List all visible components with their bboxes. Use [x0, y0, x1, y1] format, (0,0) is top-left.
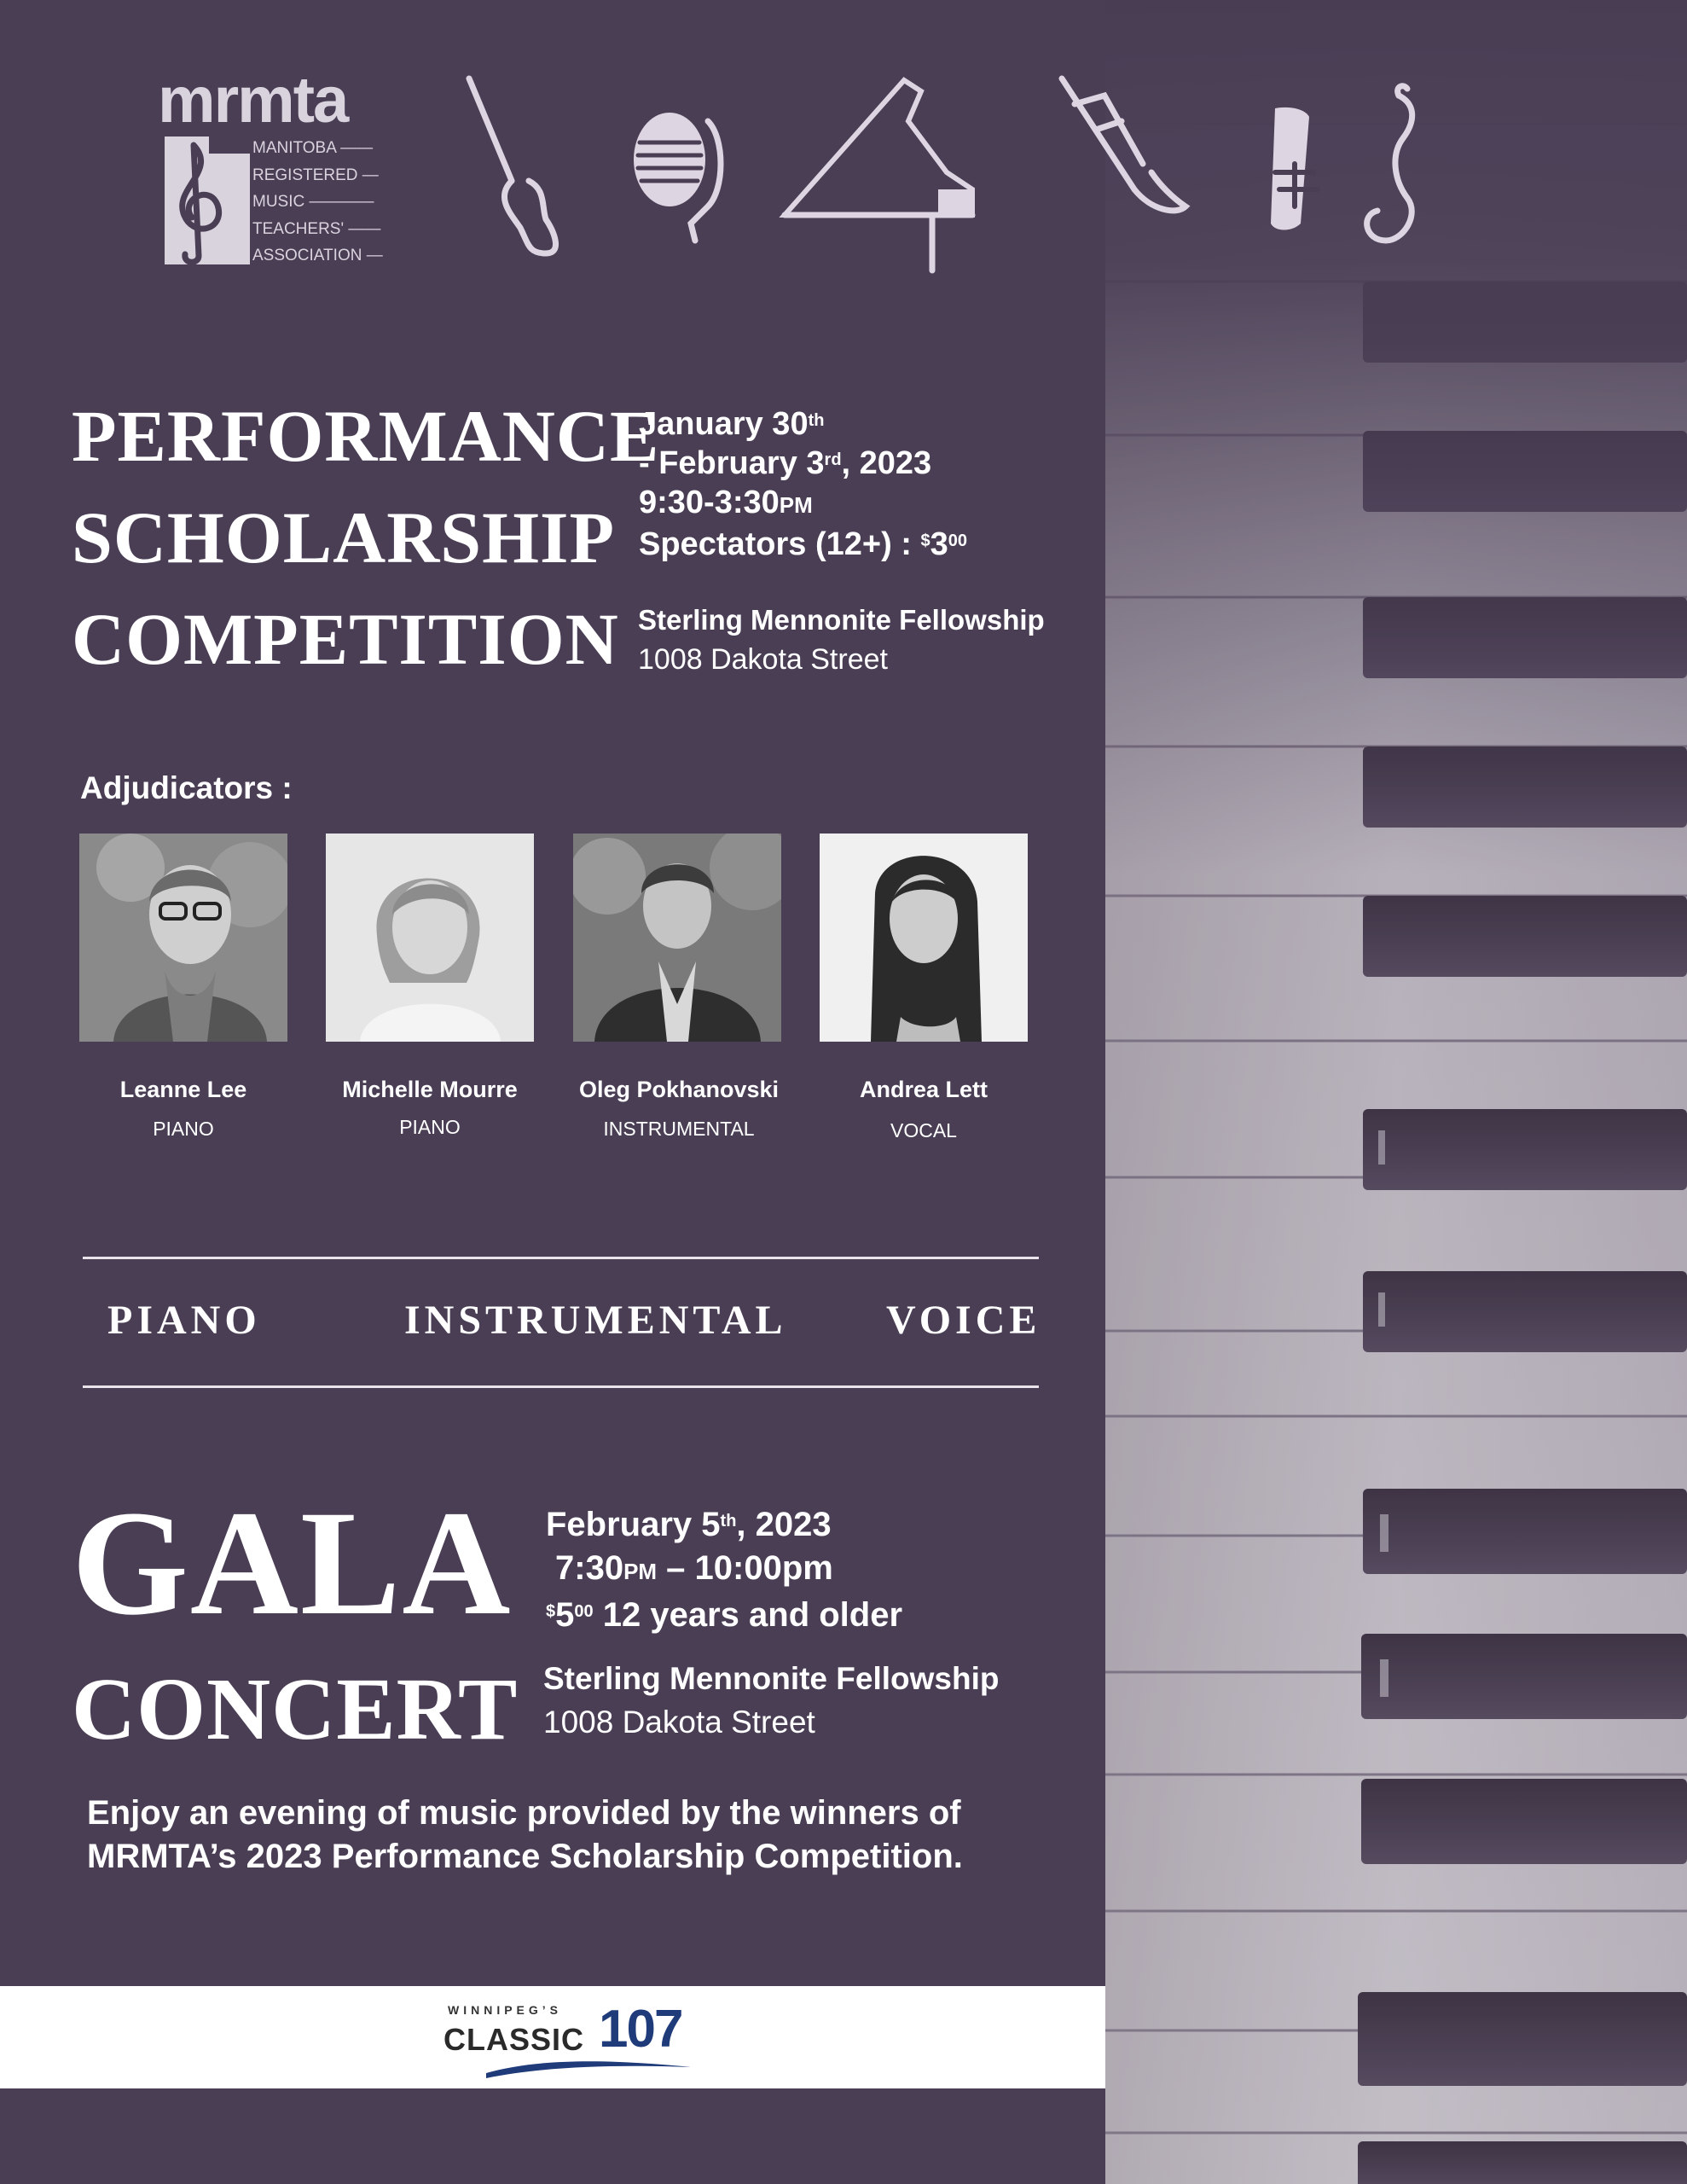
adjudicator-name: Michelle Mourre [342, 1077, 518, 1102]
competition-date-start: January 30th [639, 406, 825, 442]
instrument-icons-row [461, 70, 1484, 288]
adjudicator-name: Andrea Lett [859, 1077, 988, 1102]
grand-piano-icon [785, 80, 972, 270]
gala-details [546, 1503, 902, 1637]
adjudicator-name: Oleg Pokhanovski [578, 1077, 780, 1102]
clarinet-mouthpiece-icon [1271, 107, 1318, 230]
divider-top [83, 1257, 1039, 1259]
adjudicator-role: PIANO [153, 1118, 214, 1140]
gala-date: February 5th, 2023 [546, 1506, 832, 1543]
competition-date-end: - February 3rd, 2023 [639, 445, 932, 481]
adjudicators-label: Adjudicators : [80, 770, 293, 805]
competition-spectator-price: Spectators (12+) : $^{\$}3^{00}$ [639, 526, 968, 562]
adjudicator-photo-michelle-mourre [326, 834, 534, 1042]
competition-title-line-2: SCHOLARSHIP [72, 497, 616, 578]
category-instrumental: INSTRUMENTAL [404, 1298, 787, 1343]
competition-title-line-3: COMPETITION [72, 598, 619, 680]
logo-line: MANITOBA [252, 139, 336, 157]
trumpet-icon [1062, 78, 1186, 211]
gala-venue-address: 1008 Dakota Street [543, 1705, 815, 1740]
gala-title: GALA [72, 1480, 513, 1647]
gala-venue-name: Sterling Mennonite Fellowship [543, 1661, 1000, 1696]
adjudicator-role: PIANO [399, 1116, 461, 1138]
wave-swoosh-icon [486, 2054, 691, 2080]
microphone-icon [634, 113, 721, 241]
competition-venue-address: 1008 Dakota Street [638, 643, 888, 676]
gala-description [87, 1792, 963, 1879]
adjudicator-role: VOCAL [890, 1119, 957, 1141]
adjudicator-photo-oleg-pokhanovski [573, 834, 781, 1042]
competition-time: 9:30-3:30PM [639, 485, 813, 520]
concert-title: CONCERT [72, 1660, 519, 1758]
adjudicator-name: Leanne Lee [119, 1077, 247, 1102]
adjudicator-photo-andrea-lett [820, 834, 1028, 1042]
logo-line: MUSIC [252, 193, 305, 211]
competition-details [639, 404, 967, 564]
adjudicator-photo-leanne-lee [79, 834, 287, 1042]
competition-venue-name: Sterling Mennonite Fellowship [638, 604, 1045, 636]
treble-clef-manitoba-icon [158, 136, 252, 269]
piano-keys-image [1105, 0, 1687, 2184]
classic-107-logo: WINNIPEG’S CLASSIC 107 [443, 2003, 699, 2080]
category-piano: PIANO [107, 1298, 261, 1343]
logo-line: ASSOCIATION [252, 247, 362, 264]
category-voice: VOICE [886, 1298, 1041, 1343]
gala-description-line: MRMTA’s 2023 Performance Scholarship Competition. [87, 1838, 963, 1875]
guitar-icon [469, 78, 556, 253]
gala-description-line: Enjoy an evening of music provided by the winners of [87, 1794, 961, 1832]
gala-time: 7:30PM – 10:00pm [555, 1549, 833, 1587]
divider-bottom [83, 1385, 1039, 1388]
logo-line: REGISTERED [252, 166, 358, 184]
sponsor-band [0, 1986, 1105, 2088]
logo-line: TEACHERS' [252, 219, 345, 238]
gala-price: $^{\$}5^{00}$ 12 years and older [546, 1596, 903, 1634]
mrmta-logo-text: MANITOBA —— REGISTERED — MUSIC ———— TEACHERS' —— ASSOCIATION — [252, 139, 383, 264]
adjudicator-role: INSTRUMENTAL [603, 1118, 755, 1140]
cello-icon [1367, 86, 1412, 241]
mrmta-logo-word: mrmta [158, 64, 348, 136]
competition-title-line-1: PERFORMANCE [72, 395, 660, 477]
